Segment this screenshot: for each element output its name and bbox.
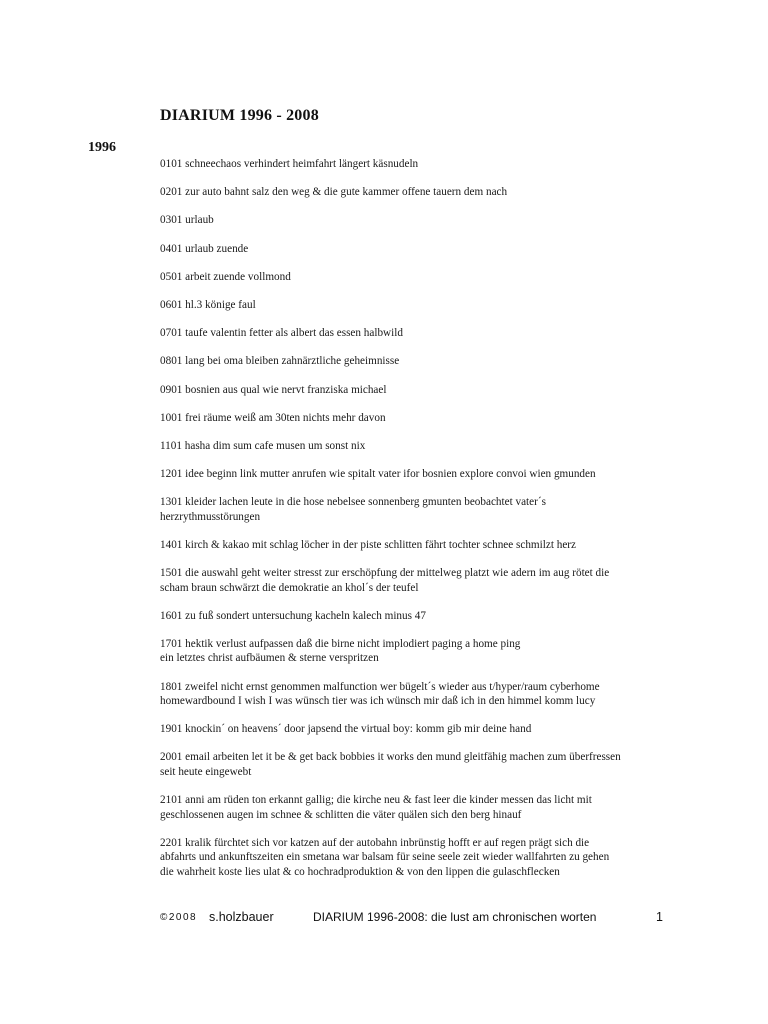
diary-entry: 0101 schneechaos verhindert heimfahrt längert käsnudeln (160, 158, 419, 170)
footer-document-title: DIARIUM 1996-2008: die lust am chronischen worten (313, 910, 597, 924)
diary-entry: 1701 hektik verlust aufpassen daß die birne nicht implodiert paging a home ping ein letztes christ aufbäumen & sterne verspritzen (160, 638, 521, 665)
diary-entry: 2001 email arbeiten let it be & get back bobbies it works den mund gleitfähig machen zum überfressen seit heute eingewebt (160, 751, 621, 778)
diary-entry: 1901 knockin´ on heavens´ door japsend the virtual boy: komm gib mir deine hand (160, 723, 532, 736)
diary-entry: 0401 urlaub zuende (160, 242, 249, 255)
diary-entry: 1001 frei räume weiß am 30ten nichts mehr davon (160, 411, 386, 424)
page-number: 1 (656, 910, 663, 924)
diary-entry: 1601 zu fuß sondert untersuchung kacheln kalech minus 47 (160, 609, 426, 622)
diary-entry: 1801 zweifel nicht ernst genommen malfunction wer bügelt´s wieder aus t/hyper/raum cyberhome homewardbound I wish I was wünsch tier was ich wünsch mir daß ich in den himmel komm lucy (160, 680, 600, 708)
diary-entry: 1501 die auswahl geht weiter stresst zur erschöpfung der mittelweg platzt wie adern im aug rötet die scham braun schwärzt die demokratie an khol´s der teufel (160, 567, 610, 594)
diary-entry: 0201 zur auto bahnt salz den weg & die gute kammer offene tauern dem nach (160, 186, 508, 199)
diary-entry: 1101 hasha dim sum cafe musen um sonst nix (160, 440, 366, 453)
diary-entry: 2201 kralik fürchtet sich vor katzen auf der autobahn inbrünstig hofft er auf regen prägt sich die abfahrts und ankunftszeiten ein smetana war balsam für seine seele zeit wieder wallfahrten zu gehen die wahrheit koste lies ulat & co hochradproduktion & von den lippen die gulaschflecken (160, 836, 610, 878)
diary-entry: 1201 idee beginn link mutter anrufen wie spitalt vater ifor bosnien explore convoi wien gmunden (160, 468, 596, 481)
diary-entry-list (160, 157, 720, 893)
diary-entry: 0701 taufe valentin fetter als albert das essen halbwild (160, 327, 403, 340)
diary-entry: 1301 kleider lachen leute in die hose nebelsee sonnenberg gmunten beobachtet vater´s herzrythmusstörungen (160, 496, 546, 523)
diary-entry: 0801 lang bei oma bleiben zahnärztliche geheimnisse (160, 355, 400, 368)
diary-entry: 0601 hl.3 könige faul (160, 299, 256, 312)
page-footer (160, 910, 680, 928)
document-title: DIARIUM 1996 - 2008 (160, 107, 319, 124)
diary-entry: 0301 urlaub (160, 214, 214, 227)
copyright-notice: ©2008 (160, 912, 198, 923)
diary-entry: 2101 anni am rüden ton erkannt gallig; die kirche neu & fast leer die kinder messen das licht mit geschlossenen augen im schnee & schlitten die väter quälen sich den berg hinauf (160, 794, 592, 821)
diary-entry: 1401 kirch & kakao mit schlag löcher in der piste schlitten fährt tochter schnee schmilzt herz (160, 539, 576, 552)
diary-entry: 0901 bosnien aus qual wie nervt franziska michael (160, 383, 387, 396)
year-heading: 1996 (88, 140, 116, 155)
author-name: s.holzbauer (209, 910, 274, 924)
diary-entry: 0501 arbeit zuende vollmond (160, 270, 291, 283)
